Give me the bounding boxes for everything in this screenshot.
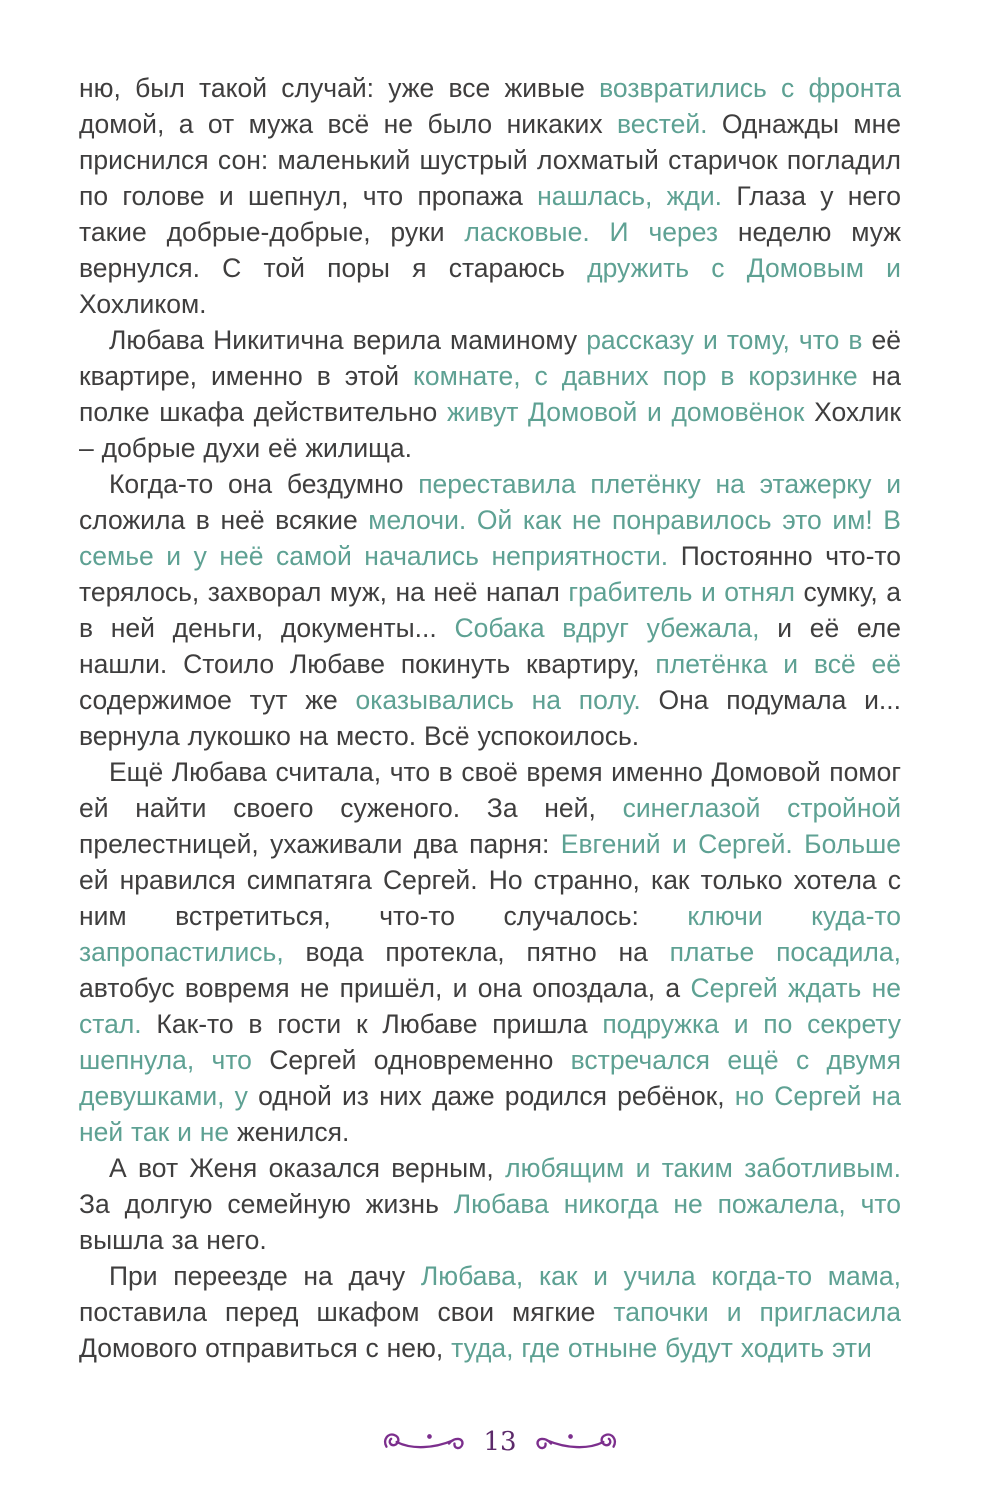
text-segment: тапочки и пригласила <box>613 1297 901 1327</box>
text-segment: встречался ещё с двумя девушками, у <box>79 1045 902 1111</box>
text-segment: сложила в неё всякие <box>79 505 369 535</box>
text-segment: За долгую семейную жизнь <box>79 1189 454 1219</box>
text-segment: дружить с Домовым и <box>587 253 901 283</box>
text-segment: Хохлик – добрые духи её жилища. <box>79 397 901 463</box>
text-segment: подружка и по секрету шепнула, что <box>79 1009 901 1075</box>
text-segment: вода протекла, пятно на <box>305 937 670 967</box>
text-segment: её квартире, именно в этой <box>79 325 902 391</box>
paragraph <box>79 1150 901 1258</box>
text-segment: Сергей одновременно <box>269 1045 571 1075</box>
paragraph <box>79 1258 901 1366</box>
paragraph <box>79 754 901 1150</box>
text-segment: неделю муж вернулся. С той поры я стараюсь <box>79 217 901 283</box>
text-segment: рассказу и тому, что в <box>586 325 872 355</box>
text-segment: синеглазой стройной <box>622 793 901 823</box>
text-segment: женился. <box>236 1117 350 1147</box>
text-segment: Постоянно что-то терялось, захворал муж, на неё напал <box>79 541 901 607</box>
text-segment: вышла за него. <box>79 1225 267 1255</box>
text-segment: любящим и таким заботливым. <box>505 1153 901 1183</box>
text-segment: Любава Никитична верила маминому <box>109 325 587 355</box>
text-segment: и её еле нашли. Стоило Любаве покинуть квартиру, <box>79 613 901 679</box>
text-segment: платье посадила, <box>669 937 901 967</box>
text-segment: на полке шкафа действительно <box>79 361 901 427</box>
text-segment: оказывались на полу. <box>355 685 659 715</box>
text-segment: домой, а от мужа всё не было никаких <box>79 109 617 139</box>
text-segment: ласковые. И через <box>464 217 738 247</box>
text-segment: Любава никогда не пожалела, что <box>453 1189 901 1219</box>
text-segment: нашлась, жди. <box>537 181 737 211</box>
text-segment: Любава, как и учила когда-то мама, <box>420 1261 902 1291</box>
text-segment: Однажды мне приснился сон: маленький шустрый лохматый старичок погладил по голове и шепнул, что пропажа <box>79 109 902 211</box>
paragraph <box>79 466 901 754</box>
text-body <box>79 70 901 1366</box>
paragraph <box>79 70 901 322</box>
text-segment: Хохликом. <box>79 289 207 319</box>
text-segment: комнате, с давних пор в корзинке <box>412 361 872 391</box>
page-footer <box>0 1429 1000 1455</box>
text-segment: прелестницей, ухаживали два парня: <box>79 829 561 859</box>
text-segment: Ещё Любава считала, что в своё время именно Домовой помог ей найти своего суженого. За ней, <box>79 757 901 823</box>
text-segment: Как-то в гости к Любаве пришла <box>156 1009 603 1039</box>
text-segment: вестей. <box>616 109 722 139</box>
text-segment: переставила плетёнку на этажерку и <box>418 469 901 499</box>
text-segment: Сергей ждать не стал. <box>79 973 902 1039</box>
text-segment: ню, был такой случай: уже все живые <box>79 73 600 103</box>
text-segment: поставила перед шкафом свои мягкие <box>79 1297 614 1327</box>
swirl-flourish-right-icon <box>533 1430 619 1454</box>
text-segment: Она подумала и... вернула лукошко на место. Всё успокоилось. <box>79 685 901 751</box>
text-segment: А вот Женя оказался верным, <box>109 1153 506 1183</box>
text-segment: одной из них даже родился ребёнок, <box>258 1081 735 1111</box>
text-segment: Глаза у него такие добрые-добрые, руки <box>79 181 901 247</box>
text-segment: возвратились с фронта <box>599 73 901 103</box>
page-number: 13 <box>483 1427 517 1457</box>
text-segment: При переезде на дачу <box>109 1261 421 1291</box>
text-segment: содержимое тут же <box>79 685 356 715</box>
text-segment: Евгений и Сергей. Больше <box>560 829 901 859</box>
text-segment: Когда-то она бездумно <box>109 469 419 499</box>
text-segment: грабитель и отнял <box>568 577 804 607</box>
text-segment: ей нравился симпатяга Сергей. Но странно, как только хотела с ним встретиться, что-то случалось: <box>79 865 901 931</box>
text-segment: живут Домовой и домовёнок <box>446 397 815 427</box>
swirl-flourish-left-icon <box>381 1430 467 1454</box>
text-segment: ключи куда-то запропастились, <box>79 901 901 967</box>
text-segment: сумку, а в ней деньги, документы... <box>79 577 901 643</box>
text-segment: но Сергей на ней так и не <box>79 1081 902 1147</box>
paragraph <box>79 322 901 466</box>
text-segment: автобус вовремя не пришёл, и она опоздала, а <box>79 973 691 1003</box>
text-segment: плетёнка и всё её <box>655 649 901 679</box>
text-segment: Собака вдруг убежала, <box>454 613 778 643</box>
text-segment: туда, где отныне будут ходить эти <box>451 1333 872 1363</box>
text-segment: мелочи. Ой как не понравилось это им! В семье и у неё самой начались неприятности. <box>79 505 901 571</box>
text-segment: Домового отправиться с нею, <box>79 1333 452 1363</box>
